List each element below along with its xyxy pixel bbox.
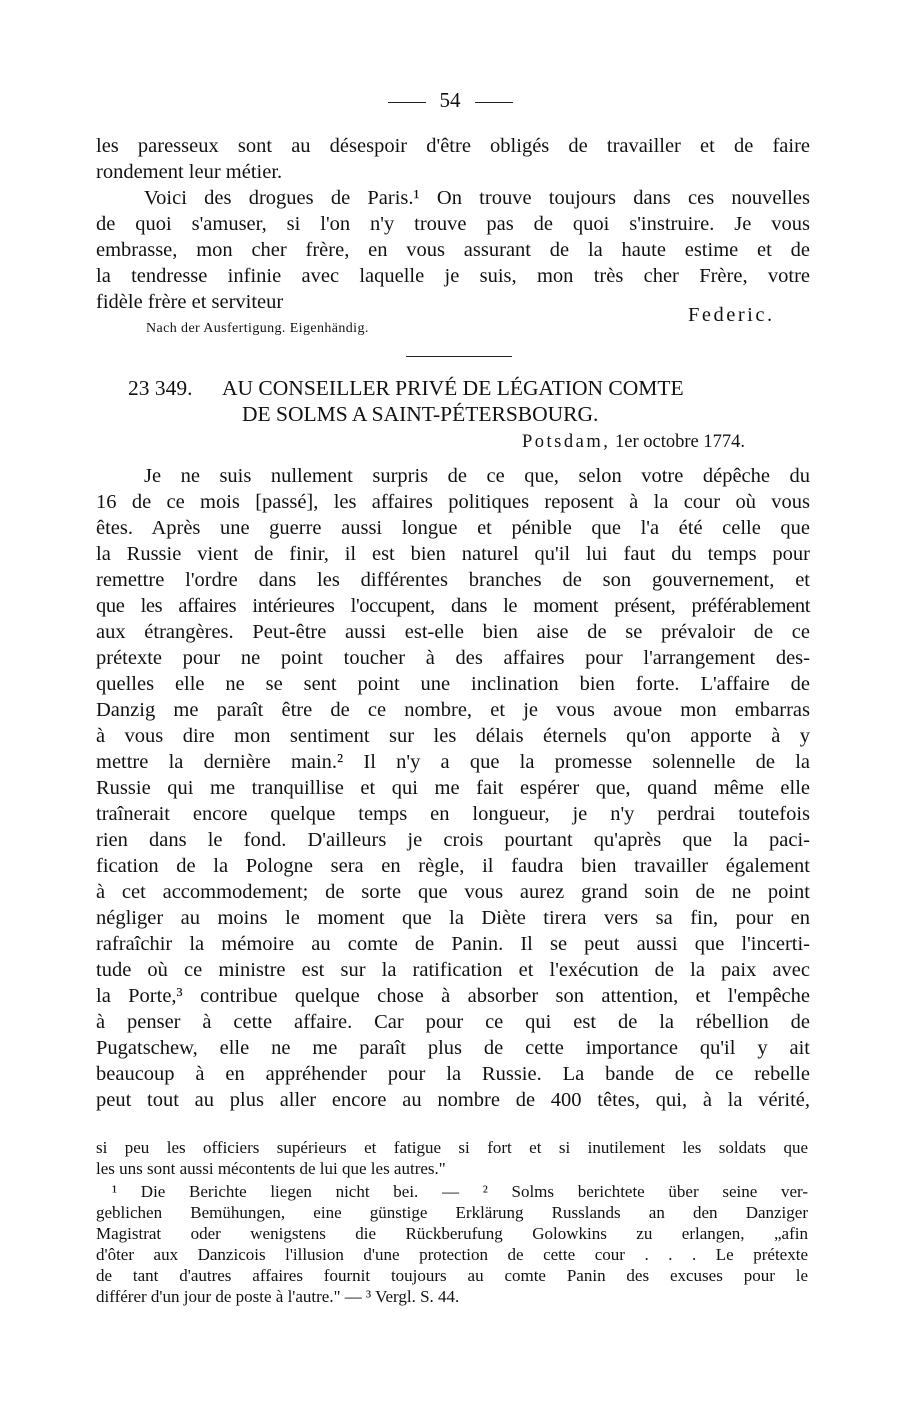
letter-number: 23 349.: [128, 376, 193, 400]
letter-heading-line-2: DE SOLMS A SAINT-PÉTERSBOURG.: [242, 402, 599, 426]
body-line: traînerait encore quelque temps en longueur, je n'y perdrai toutefois: [96, 803, 810, 825]
footnote-line: ¹ Die Berichte liegen nicht bei. — ² Solms berichtete über seine ver-: [112, 1182, 808, 1201]
body-line: 16 de ce mois [passé], les affaires politiques reposent à la cour où vous: [96, 491, 810, 513]
letter-date: 1er octobre 1774.: [614, 432, 745, 452]
body-line: négliger au moins le moment que la Diète tirera vers sa fin, pour en: [96, 907, 810, 929]
body-line: Danzig me paraît être de ce nombre, et je vous avoue mon embarras: [96, 699, 810, 721]
body-line: Pugatschew, elle ne me paraît plus de cette importance qu'il y ait: [96, 1037, 810, 1059]
footnote-line: les uns sont aussi mécontents de lui que les autres.": [96, 1159, 446, 1178]
footnote-line: Magistrat oder wenigstens die Rückberufung Golowkins zu erlangen, „afin: [96, 1224, 808, 1243]
signature: Federic.: [688, 304, 775, 326]
footnote-line: geblichen Bemühungen, eine günstige Erklärung Russlands an den Danziger: [96, 1203, 808, 1222]
body-line: la Porte,³ contribue quelque chose à absorber son attention, et l'empêche: [96, 985, 810, 1007]
folio-dash-left: [388, 102, 426, 103]
continuation-line: embrasse, mon cher frère, en vous assurant de la haute estime et de: [96, 239, 810, 261]
body-line: beaucoup à en appréhender pour la Russie. La bande de ce rebelle: [96, 1063, 810, 1085]
body-line: aux étrangères. Peut-être aussi est-elle bien aise de se prévaloir de ce: [96, 621, 810, 643]
continuation-line: de quoi s'amuser, si l'on n'y trouve pas de quoi s'instruire. Je vous: [96, 213, 810, 235]
footnote-line: d'ôter aux Danzicois l'illusion d'une protection de cette cour . . . Le prétexte: [96, 1245, 808, 1264]
body-line: Je ne suis nullement surpris de ce que, selon votre dépêche du: [144, 465, 810, 487]
body-line: rien dans le fond. D'ailleurs je crois pourtant qu'après que la paci-: [96, 829, 810, 851]
footnote-line: si peu les officiers supérieurs et fatigue si fort et si inutilement les soldats que: [96, 1138, 808, 1157]
body-line: à vous dire mon sentiment sur les délais éternels qu'on apporte à y: [96, 725, 810, 747]
letter-dateline: [522, 432, 745, 453]
body-line: que les affaires intérieures l'occupent, dans le moment présent, préférablement: [96, 595, 810, 617]
body-line: rafraîchir la mémoire au comte de Panin. Il se peut aussi que l'incerti-: [96, 933, 810, 955]
letter-place: Potsdam,: [522, 432, 611, 452]
body-line: remettre l'ordre dans les différentes branches de son gouvernement, et: [96, 569, 810, 591]
body-line: peut tout au plus aller encore au nombre de 400 têtes, qui, à la vérité,: [96, 1089, 810, 1111]
body-line: Russie qui me tranquillise et qui me fait espérer que, quand même elle: [96, 777, 810, 799]
body-line: à penser à cette affaire. Car pour ce qui est de la rébellion de: [96, 1011, 810, 1033]
source-note: Nach der Ausfertigung. Eigenhändig.: [146, 321, 369, 336]
page-number: [0, 86, 900, 114]
body-line: tude où ce ministre est sur la ratification et l'exécution de la paix avec: [96, 959, 810, 981]
body-line: mettre la dernière main.² Il n'y a que la promesse solennelle de la: [96, 751, 810, 773]
body-line: la Russie vient de finir, il est bien naturel qu'il lui faut du temps pour: [96, 543, 810, 565]
section-divider: [406, 356, 512, 357]
continuation-line: fidèle frère et serviteur: [96, 291, 284, 313]
page-number-text: 54: [439, 88, 461, 112]
letter-heading-line-1: AU CONSEILLER PRIVÉ DE LÉGATION COMTE: [222, 376, 684, 400]
body-line: à cet accommodement; de sorte que vous aurez grand soin de ne point: [96, 881, 810, 903]
folio-dash-right: [475, 102, 513, 103]
footnote-line: de tant d'autres affaires fournit toujours au comte Panin des excuses pour le: [96, 1266, 808, 1285]
continuation-line: les paresseux sont au désespoir d'être obligés de travailler et de faire: [96, 135, 810, 157]
body-line: êtes. Après une guerre aussi longue et pénible que l'a été celle que: [96, 517, 810, 539]
continuation-line: rondement leur métier.: [96, 161, 283, 183]
footnote-line: différer d'un jour de poste à l'autre." — ³ Vergl. S. 44.: [96, 1287, 460, 1306]
continuation-line: Voici des drogues de Paris.¹ On trouve toujours dans ces nouvelles: [144, 187, 810, 209]
body-line: prétexte pour ne point toucher à des affaires pour l'arrangement des-: [96, 647, 810, 669]
body-line: quelles elle ne se sent point une inclination bien forte. L'affaire de: [96, 673, 810, 695]
continuation-line: la tendresse infinie avec laquelle je suis, mon très cher Frère, votre: [96, 265, 810, 287]
body-line: fication de la Pologne sera en règle, il faudra bien travailler également: [96, 855, 810, 877]
